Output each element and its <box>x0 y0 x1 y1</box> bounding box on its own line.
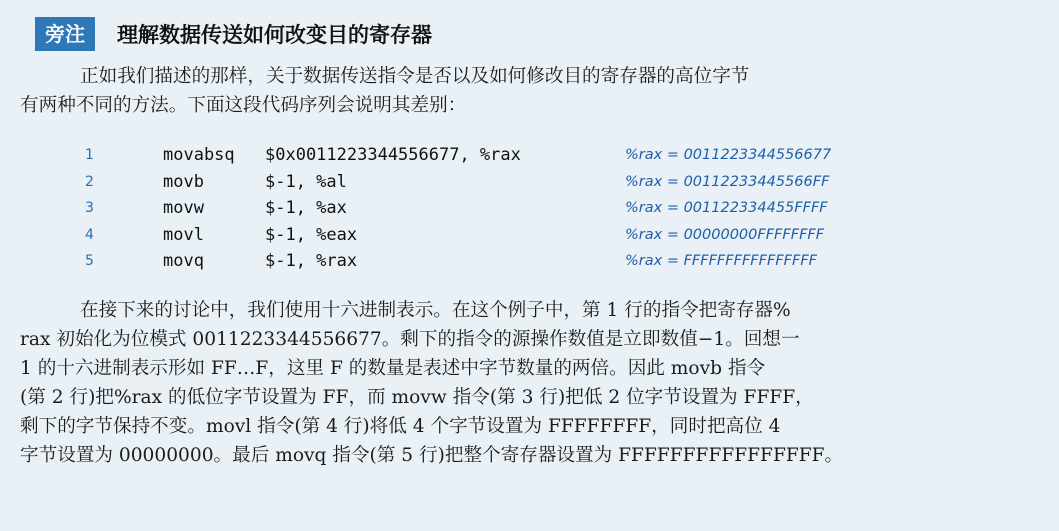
code-line <box>85 195 1045 222</box>
sidebar-tag: 旁注 <box>35 17 95 51</box>
explanation-line: 字节设置为 00000000。最后 movq 指令(第 5 行)把整个寄存器设置为 FFFFFFFFFFFFFFFF。 <box>20 445 844 466</box>
code-comment: %rax = 001122334455FFFF <box>625 200 828 216</box>
line-number: 5 <box>85 253 94 269</box>
explanation-line: 剩下的字节保持不变。movl 指令(第 4 行)将低 4 个字节设置为 FFFFFFFF，同时把高位 4 <box>20 416 781 437</box>
code-line <box>85 248 1045 275</box>
explanation-paragraph <box>20 296 1050 470</box>
code-operands: $0x0011223344556677, %rax <box>265 145 521 165</box>
explanation-line: rax 初始化为位模式 0011223344556677。剩下的指令的源操作数值是立即数值−1。回想一 <box>20 329 800 350</box>
explanation-line: 在接下来的讨论中，我们使用十六进制表示。在这个例子中，第 1 行的指令把寄存器% <box>80 300 791 321</box>
sidebar-title: 理解数据传送如何改变目的寄存器 <box>117 23 432 47</box>
line-number: 2 <box>85 173 94 190</box>
line-number: 3 <box>85 200 94 216</box>
code-instruction: movw <box>163 198 204 218</box>
line-number: 4 <box>85 226 94 243</box>
code-instruction: movabsq <box>163 145 235 165</box>
code-operands: $-1, %rax <box>265 251 358 271</box>
line-number: 1 <box>85 147 94 163</box>
code-line <box>85 142 1045 169</box>
code-operands: $-1, %eax <box>265 224 358 245</box>
code-comment: %rax = 00112233445566FF <box>625 173 830 190</box>
intro-paragraph <box>20 62 1050 120</box>
code-operands: $-1, %ax <box>265 198 347 218</box>
explanation-line: (第 2 行)把%rax 的低位字节设置为 FF，而 movw 指令(第 3 行)把低 2 位字节设置为 FFFF， <box>20 387 814 408</box>
explanation-line: 1 的十六进制表示形如 FF…F，这里 F 的数量是表述中字节数量的两倍。因此 movb 指令 <box>20 358 766 379</box>
sidebar-note-header <box>35 14 432 54</box>
code-line <box>85 169 1045 196</box>
code-line <box>85 222 1045 249</box>
intro-line: 有两种不同的方法。下面这段代码序列会说明其差别： <box>20 95 467 116</box>
code-instruction: movq <box>163 251 204 271</box>
intro-line: 正如我们描述的那样，关于数据传送指令是否以及如何修改目的寄存器的高位字节 <box>80 66 750 87</box>
code-instruction: movl <box>163 224 204 245</box>
code-comment: %rax = 00000000FFFFFFFF <box>625 226 825 243</box>
code-instruction: movb <box>163 171 204 192</box>
code-operands: $-1, %al <box>265 171 347 192</box>
code-listing <box>85 142 1045 275</box>
code-comment: %rax = FFFFFFFFFFFFFFFF <box>625 253 818 269</box>
code-comment: %rax = 0011223344556677 <box>625 147 832 163</box>
